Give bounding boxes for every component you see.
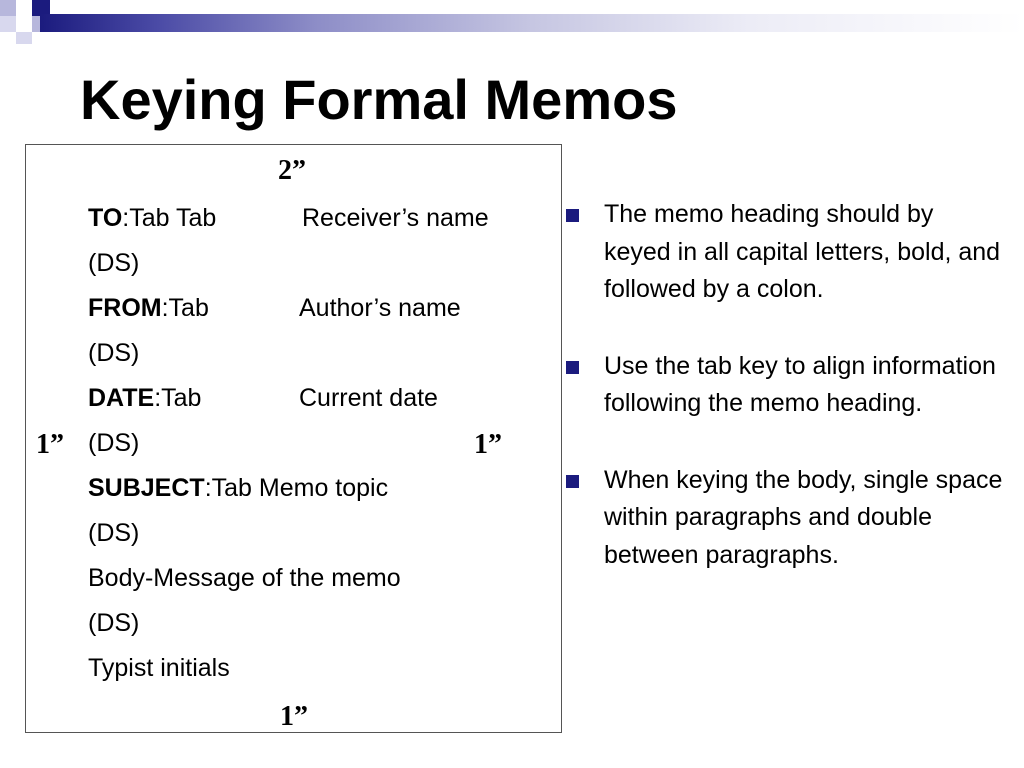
decor-square [16,32,32,44]
tab-instruction: :Tab Tab [122,204,217,232]
square-bullet-icon [566,475,579,488]
decor-square [0,32,16,44]
bullet-item [566,348,1006,423]
memo-format-diagram [25,144,562,733]
left-margin-label: 1” [36,429,64,460]
decorative-header-bar [0,0,1024,60]
memo-line-body: Body-Message of the memo [88,564,401,592]
decor-square [16,16,32,32]
bullet-text: Use the tab key to align information following the memo heading. [604,351,996,417]
bullet-list [566,196,1006,613]
memo-line-from [88,293,461,323]
bottom-margin-label: 1” [280,701,308,732]
decor-square [0,0,16,16]
heading-label-date: DATE [88,384,155,412]
field-value: Author’s name [299,294,461,322]
memo-line-spacing: (DS) [88,429,140,457]
decor-square [0,16,16,32]
memo-line-to [88,203,489,233]
memo-line-spacing: (DS) [88,249,140,277]
bullet-item [566,196,1006,309]
memo-line-spacing: (DS) [88,519,140,547]
bullet-text: When keying the body, single space within paragraphs and double between paragraphs. [604,465,1003,569]
square-bullet-icon [566,361,579,374]
heading-label-subject: SUBJECT [88,474,205,502]
slide-title: Keying Formal Memos [80,68,678,131]
heading-label-from: FROM [88,294,162,322]
memo-line-subject [88,473,388,503]
decor-gradient-band [40,14,1024,32]
tab-instruction: :Tab Memo topic [204,474,389,502]
right-margin-label: 1” [474,429,502,460]
square-bullet-icon [566,209,579,222]
memo-line-initials: Typist initials [88,654,230,682]
top-margin-label: 2” [278,155,306,186]
bullet-item [566,462,1006,575]
bullet-text: The memo heading should by keyed in all capital letters, bold, and followed by a colon. [604,200,1001,303]
memo-line-spacing: (DS) [88,609,140,637]
tab-instruction: :Tab [154,384,202,412]
memo-line-date [88,383,438,413]
decor-square [16,0,32,16]
tab-instruction: :Tab [161,294,209,322]
field-value: Receiver’s name [302,204,489,232]
heading-label-to: TO [88,204,123,232]
memo-line-spacing: (DS) [88,339,140,367]
field-value: Current date [299,384,438,412]
